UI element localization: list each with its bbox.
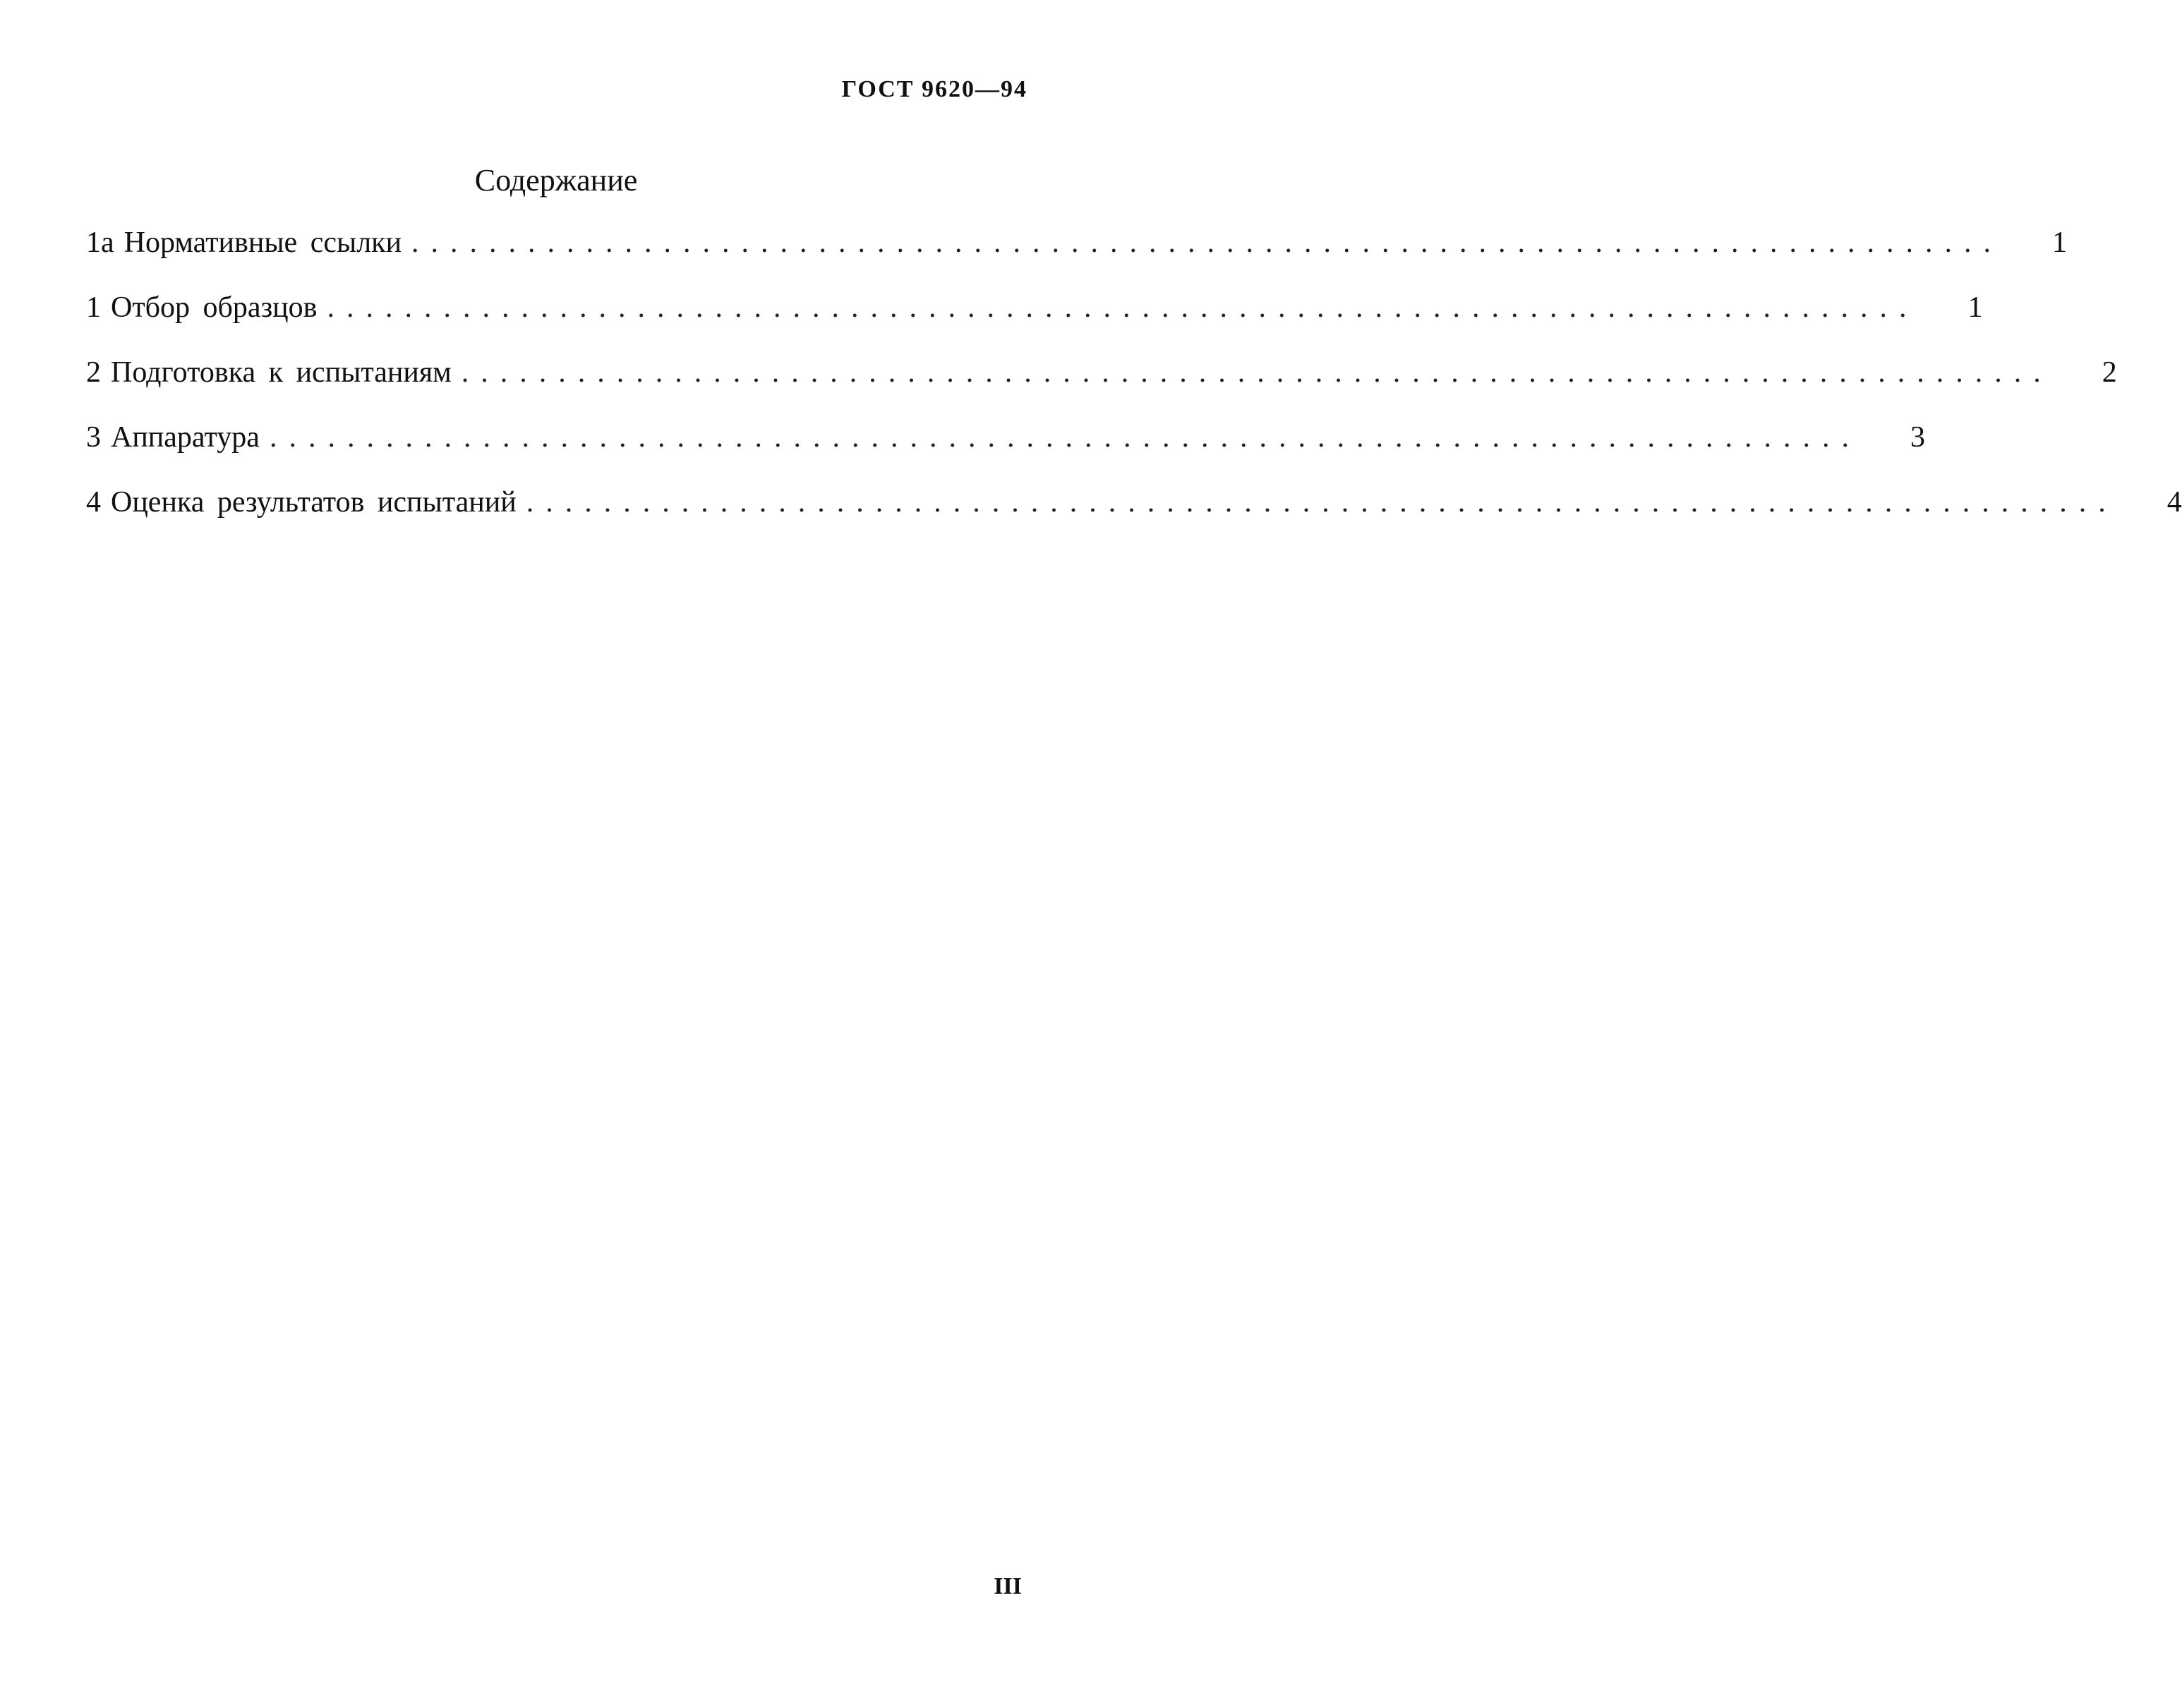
toc-entry-page: 4 xyxy=(2166,486,2182,519)
toc-entry-number: 1а xyxy=(86,226,114,259)
toc-entry-label: Подготовка к испытаниям xyxy=(111,356,452,389)
toc-entry[interactable] xyxy=(86,291,1983,356)
dot-leader: .................................................................................. xyxy=(461,356,2053,389)
toc-entry-number: 4 xyxy=(86,486,101,519)
toc-title: Содержание xyxy=(474,163,638,198)
standard-code: ГОСТ 9620—94 xyxy=(841,76,1027,102)
table-of-contents xyxy=(86,226,2182,550)
toc-entry[interactable] xyxy=(86,356,2117,420)
toc-entry-number: 1 xyxy=(86,291,101,324)
toc-entry-label: Нормативные ссылки xyxy=(123,226,402,259)
toc-entry-page: 2 xyxy=(2102,356,2117,389)
toc-entry[interactable] xyxy=(86,420,1925,485)
dot-leader: .................................................................................. xyxy=(526,486,2118,519)
toc-entry-label: Отбор образцов xyxy=(111,291,318,324)
page-number: III xyxy=(994,1573,1022,1599)
toc-entry[interactable] xyxy=(86,226,2068,291)
dot-leader: .................................................................................. xyxy=(327,291,1919,324)
toc-entry[interactable] xyxy=(86,485,2182,550)
toc-entry-page: 1 xyxy=(2052,226,2068,259)
dot-leader: .................................................................................. xyxy=(269,421,1861,454)
toc-entry-page: 1 xyxy=(1967,291,1983,324)
toc-entry-page: 3 xyxy=(1910,421,1925,454)
toc-entry-label: Оценка результатов испытаний xyxy=(111,486,517,519)
toc-entry-number: 2 xyxy=(86,356,101,389)
toc-entry-label: Аппаратура xyxy=(111,421,260,454)
dot-leader: .................................................................................. xyxy=(411,226,2003,259)
toc-entry-number: 3 xyxy=(86,421,101,454)
